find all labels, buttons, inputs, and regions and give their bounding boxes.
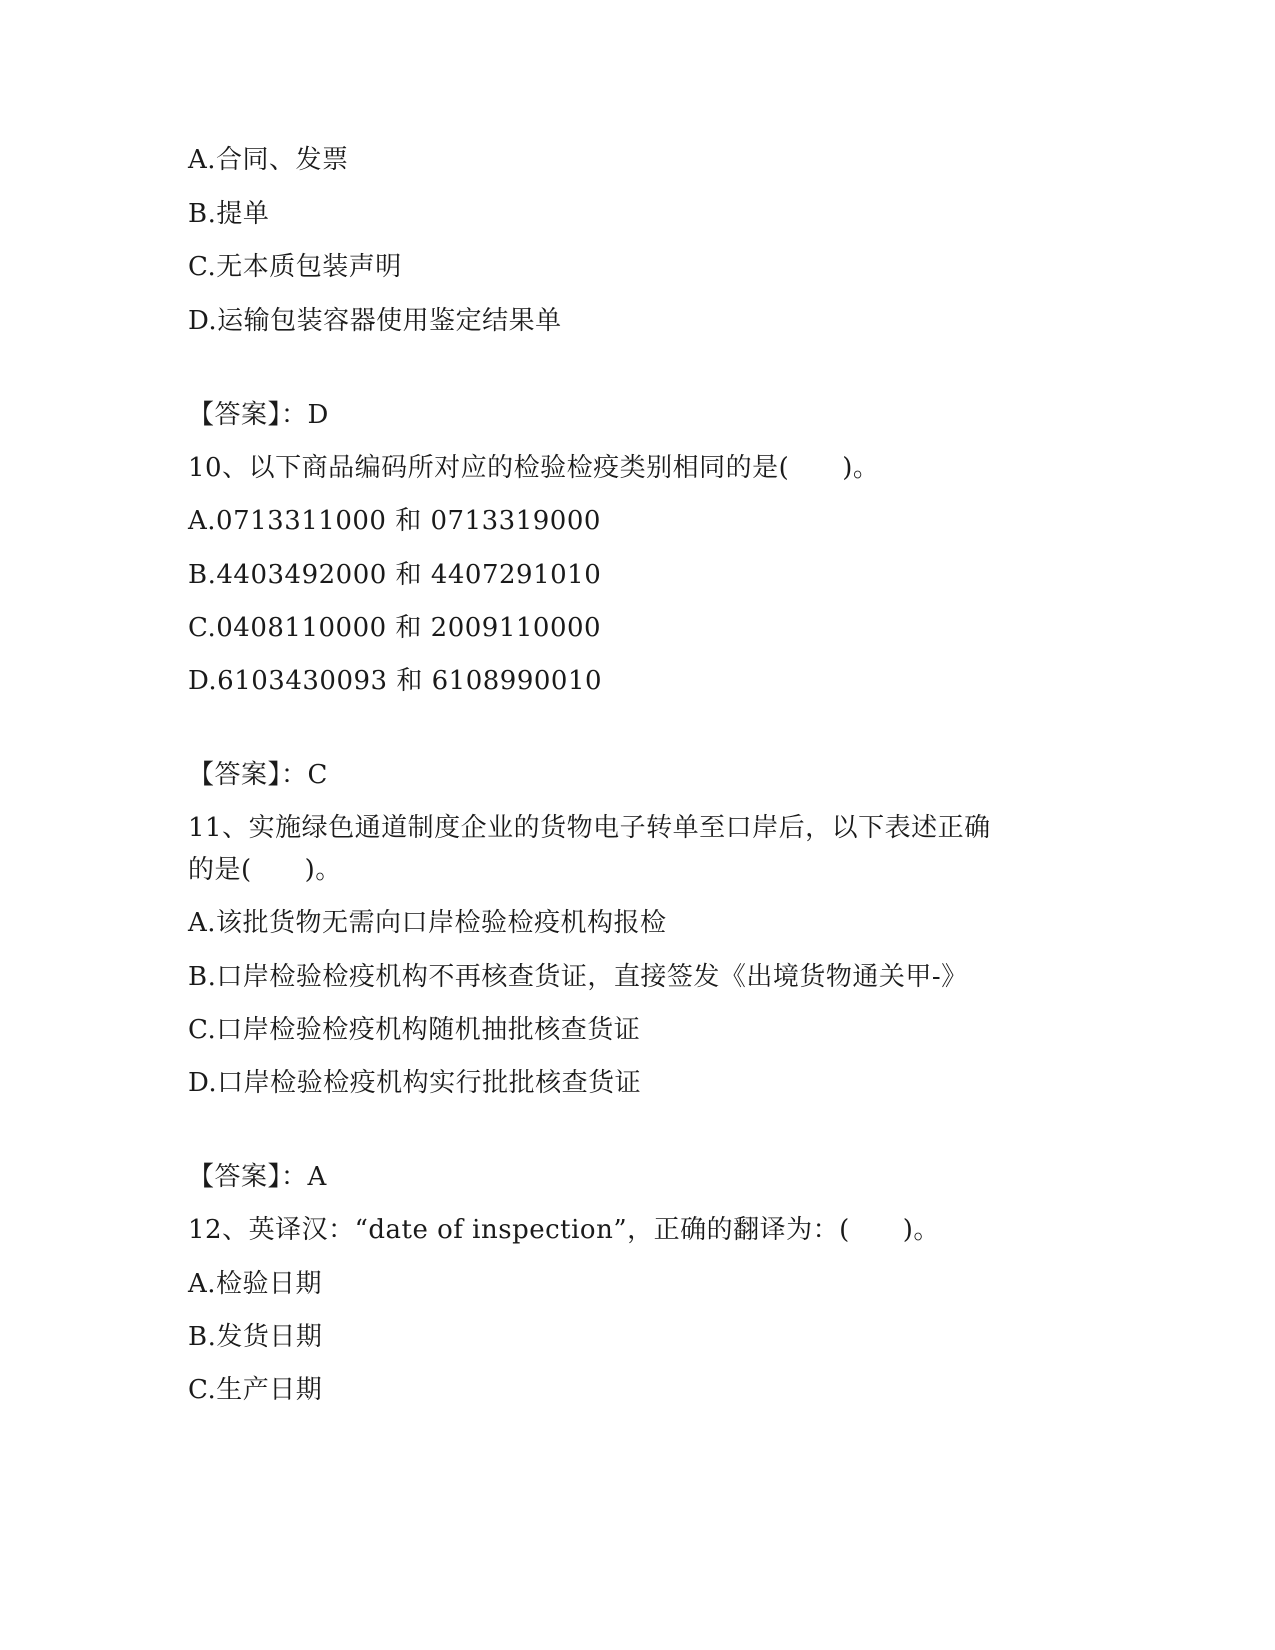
q9-answer: 【答案】：D <box>188 400 329 430</box>
q11-option-d: D.口岸检验检疫机构实行批批核查货证 <box>188 1068 642 1098</box>
q10-option-a: A.0713311000 和 0713319000 <box>188 506 601 536</box>
q10-option-d: D.6103430093 和 6108990010 <box>188 666 603 696</box>
q11-stem-line1: 11、实施绿色通道制度企业的货物电子转单至口岸后，以下表述正确 <box>188 813 991 843</box>
q12-option-a: A.检验日期 <box>188 1269 323 1299</box>
q9-option-a: A.合同、发票 <box>188 145 349 175</box>
q12-option-c: C.生产日期 <box>188 1375 323 1405</box>
q10-option-b: B.4403492000 和 4407291010 <box>188 560 602 590</box>
q11-answer: 【答案】：A <box>188 1162 327 1192</box>
q9-option-d: D.运输包装容器使用鉴定结果单 <box>188 306 562 336</box>
q12-stem: 12、英译汉：“date of inspection”，正确的翻译为：( )。 <box>188 1215 940 1245</box>
q11-stem-line2: 的是( )。 <box>188 855 342 885</box>
q10-option-c: C.0408110000 和 2009110000 <box>188 613 602 643</box>
q10-stem: 10、以下商品编码所对应的检验检疫类别相同的是( )。 <box>188 453 880 483</box>
q12-option-b: B.发货日期 <box>188 1322 323 1352</box>
q9-option-b: B.提单 <box>188 199 270 229</box>
q11-option-b: B.口岸检验检疫机构不再核查货证，直接签发《出境货物通关甲-》 <box>188 962 968 992</box>
q10-answer: 【答案】：C <box>188 760 328 790</box>
q9-option-c: C.无本质包装声明 <box>188 252 402 282</box>
q11-option-a: A.该批货物无需向口岸检验检疫机构报检 <box>188 908 667 938</box>
q11-option-c: C.口岸检验检疫机构随机抽批核查货证 <box>188 1015 641 1045</box>
